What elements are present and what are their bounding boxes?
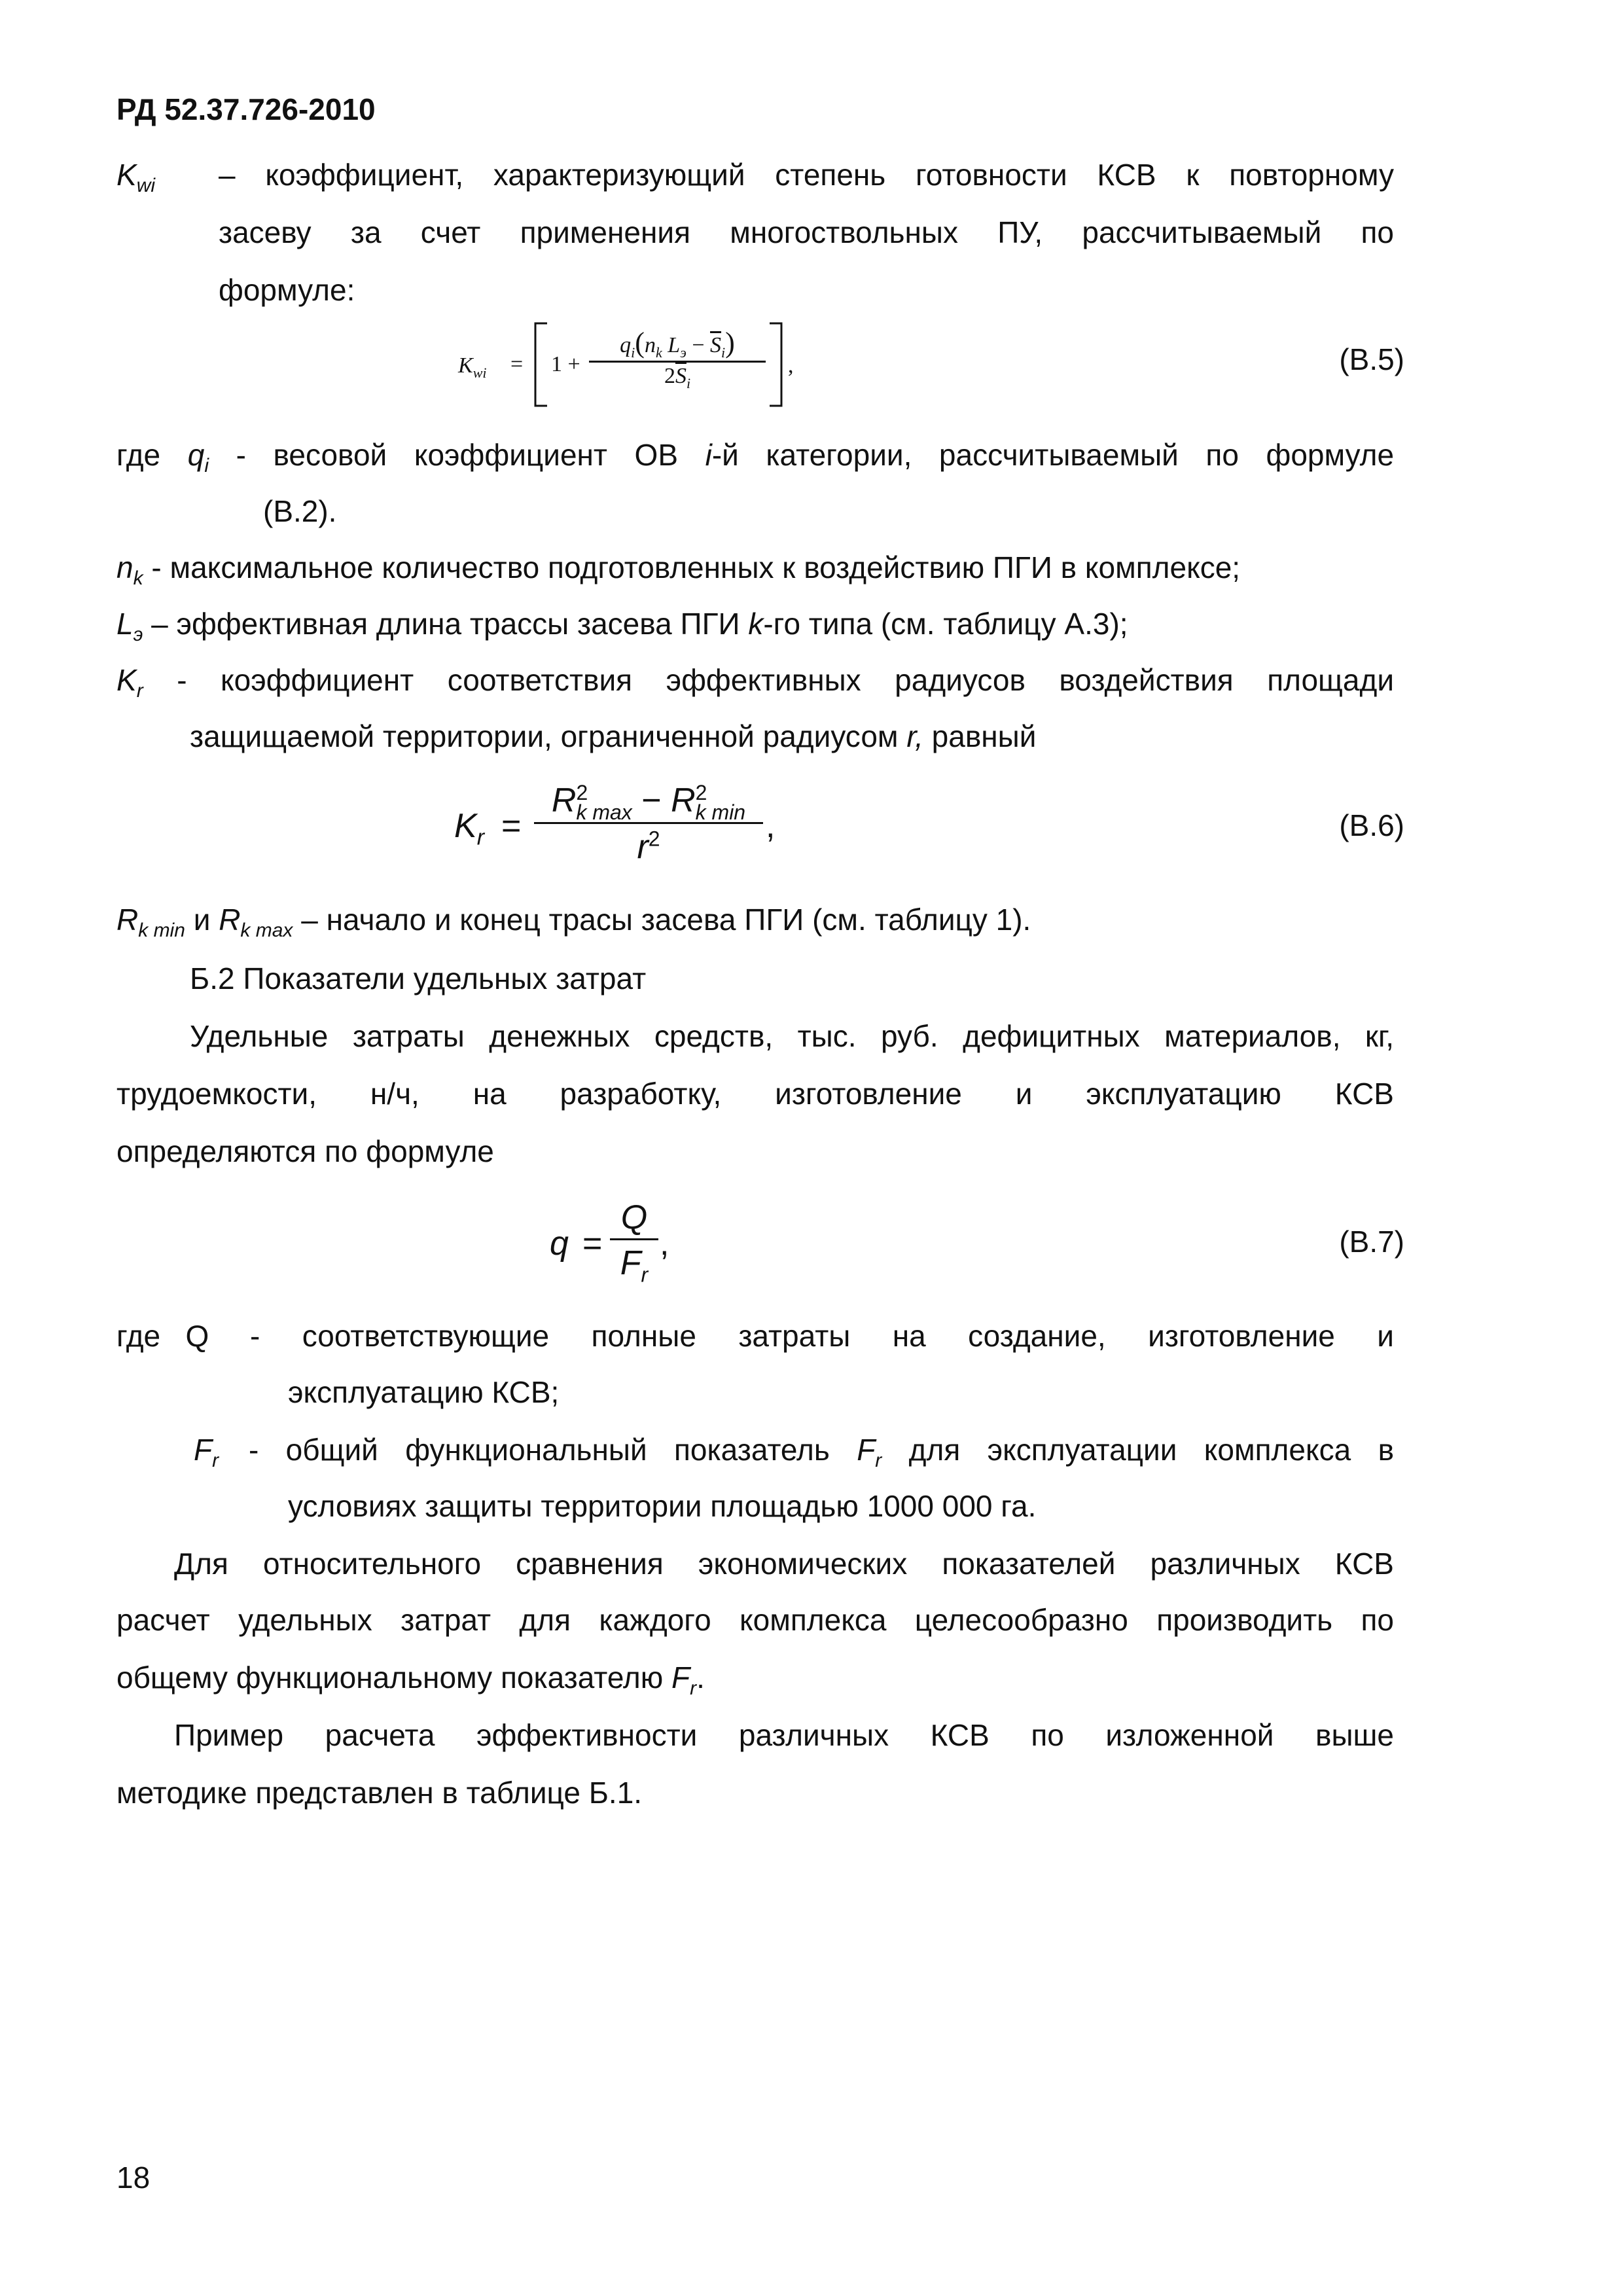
qi-definition-line2: (В.2). [263, 494, 337, 528]
eq-b6-lhs: $K_r$ [454, 807, 485, 850]
nk-definition: $n_k$ - максимальное количество подготовленных к воздействию ПГИ в комплексе; [116, 550, 1241, 590]
kwi-symbol: $K_{wi}$ [116, 158, 156, 197]
kr-definition-line2: защищаемой территории, ограниченной радиусом r, равный [190, 719, 1037, 753]
fr-symbol: $F_r$ [194, 1433, 219, 1472]
example-line1: Пример расчета эффективности различных КСВ по изложенной выше [174, 1718, 1394, 1752]
equation-b5 [458, 321, 785, 419]
example-line2: методике представлен в таблице Б.1. [116, 1776, 643, 1810]
page-number: 18 [116, 2161, 151, 2195]
costs-line3: определяются по формуле [116, 1134, 494, 1168]
eq-b6-comma: , [766, 807, 776, 845]
eq-b6-equals: = [501, 807, 522, 845]
eq-b5-right-bracket [766, 322, 785, 407]
rk-definition: $R_{k min}$ и $R_{k max}$ – начало и конец трасы засева ПГИ (см. таблицу 1). [116, 903, 1031, 942]
kwi-definition-line3: формуле: [219, 273, 355, 307]
document-code: РД 52.37.726-2010 [116, 92, 376, 126]
eq-b7-fraction [610, 1196, 658, 1286]
eq-b5-one-plus: 1 + [551, 352, 580, 376]
eq-b6-number: (В.6) [1339, 808, 1404, 842]
fr-definition-line1: - общий функциональный показатель $F_r$ для эксплуатации комплекса в [249, 1433, 1395, 1472]
section-b2-title: Б.2 Показатели удельных затрат [190, 961, 647, 996]
qi-definition-line1: где $q_i$ - весовой коэффициент ОВ i-й категории, рассчитываемый по формуле [116, 438, 1395, 477]
compare-line3: общему функциональному показателю $F_r$. [116, 1660, 705, 1700]
eq-b7-number: (В.7) [1339, 1225, 1404, 1259]
eq-b6-denominator: $r^2$ [637, 827, 660, 867]
eq-b5-numerator: $q_i(n_k$ $L_э - \overline{S}_i$) [589, 326, 766, 363]
eq-b7-equals: = [582, 1225, 603, 1263]
kwi-definition-line2: засеву за счет применения многоствольных ПУ, рассчитываемый по [219, 215, 1394, 249]
fr-definition-line2: условиях защиты территории площадью 1000 000 га. [288, 1489, 1037, 1523]
q-definition-line2: эксплуатацию КСВ; [288, 1375, 560, 1409]
le-definition: $L_э$ – эффективная длина трассы засева ПГИ k-го типа (см. таблицу А.3); [116, 607, 1128, 646]
eq-b5-comma: , [788, 353, 794, 378]
eq-b7-lhs: q [550, 1225, 569, 1263]
eq-b5-left-bracket [531, 322, 551, 407]
costs-line1: Удельные затраты денежных средств, тыс. руб. дефицитных материалов, кг, [190, 1019, 1394, 1053]
eq-b5-denominator: $2\overline{S}_i$ [664, 364, 691, 391]
compare-line2: расчет удельных затрат для каждого комплекса целесообразно производить по [116, 1603, 1394, 1637]
eq-b7-denominator: $F_r$ [620, 1244, 649, 1287]
eq-b7-numerator: Q [610, 1196, 658, 1240]
eq-b5-number: (В.5) [1339, 342, 1404, 376]
eq-b6-fraction [534, 779, 763, 870]
kr-definition-line1: $K_r$ - коэффициент соответствия эффективных радиусов воздействия площади [116, 663, 1395, 702]
compare-line1: Для относительного сравнения экономических показателей различных КСВ [174, 1547, 1394, 1581]
eq-b5-lhs: $K_{wi}$ [458, 353, 487, 381]
eq-b5-equals: = [510, 352, 524, 376]
kwi-definition-line1: – коэффициент, характеризующий степень готовности КСВ к повторному [219, 158, 1394, 192]
eq-b6-numerator: R 2 k max − R 2 k min [534, 779, 763, 824]
eq-b5-fraction [589, 326, 766, 389]
costs-line2: трудоемкости, н/ч, на разработку, изготовление и эксплуатацию КСВ [116, 1077, 1394, 1111]
q-definition-lead: где Q [116, 1319, 209, 1353]
eq-b7-comma: , [660, 1225, 669, 1263]
q-definition-line1: - соответствующие полные затраты на создание, изготовление и [250, 1319, 1394, 1353]
